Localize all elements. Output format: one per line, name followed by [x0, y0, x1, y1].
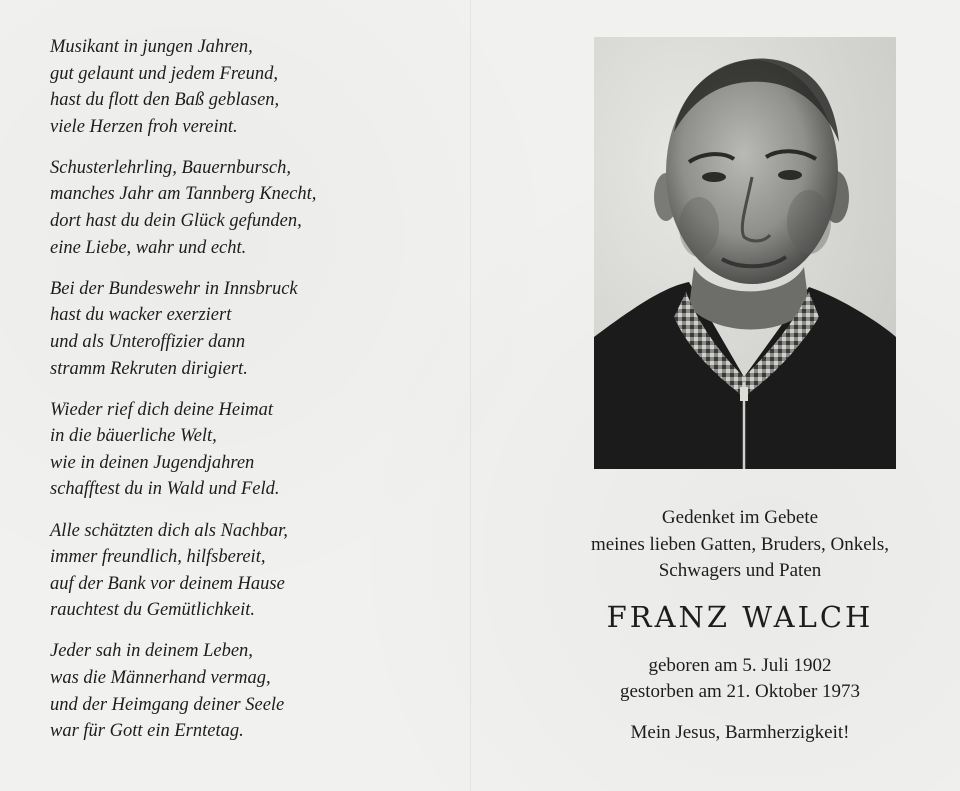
poem-line: Alle schätzten dich als Nachbar, [50, 520, 288, 541]
poem-line: Wieder rief dich deine Heimat [50, 399, 273, 420]
intro-line: Gedenket im Gebete [661, 507, 819, 528]
poem-line: viele Herzen froh vereint. [50, 116, 238, 137]
poem-line: und als Unteroffizier dann [50, 331, 246, 352]
poem-line: Schusterlehrling, Bauernbursch, [50, 157, 291, 178]
portrait-illustration [594, 37, 896, 469]
poem-line: schafftest du in Wald und Feld. [50, 479, 280, 500]
card-fold [470, 0, 471, 791]
birth-date: geboren am 5. Juli 1902 [648, 655, 832, 676]
poem-line: Bei der Bundeswehr in Innsbruck [50, 278, 298, 299]
poem-line: Musikant in jungen Jahren, [50, 37, 253, 57]
poem-line: dort hast du dein Glück gefunden, [50, 211, 302, 232]
poem-line: gut gelaunt und jedem Freund, [50, 63, 278, 84]
poem-stanza [50, 276, 450, 382]
poem-stanza [50, 34, 450, 140]
poem-line: und der Heimgang deiner Seele [50, 694, 285, 715]
poem-line: wie in deinen Jugendjahren [50, 452, 255, 473]
poem-line: hast du flott den Baß geblasen, [50, 90, 280, 111]
poem-line: manches Jahr am Tannberg Knecht, [50, 184, 317, 205]
poem-stanza [50, 638, 450, 744]
poem-line: eine Liebe, wahr und echt. [50, 237, 247, 258]
poem-line: stramm Rekruten dirigiert. [50, 358, 248, 379]
closing-prayer: Mein Jesus, Barmherzigkeit! [630, 722, 850, 743]
portrait-photo [594, 37, 896, 469]
poem-line: auf der Bank vor deinem Hause [50, 573, 285, 594]
poem-stanza [50, 397, 450, 503]
poem-stanza [50, 155, 450, 261]
poem-line: was die Männerhand vermag, [50, 667, 271, 688]
life-dates [520, 653, 960, 704]
poem-line: Jeder sah in deinem Leben, [50, 641, 253, 662]
poem-line: immer freundlich, hilfsbereit, [50, 547, 266, 568]
poem-line: hast du wacker exerziert [50, 305, 232, 326]
deceased-name: FRANZ WALCH [606, 600, 874, 634]
poem-line: rauchtest du Gemütlichkeit. [50, 600, 255, 621]
memorial-intro [520, 505, 960, 585]
poem-line: in die bäuerliche Welt, [50, 426, 217, 447]
intro-line: meines lieben Gatten, Bruders, Onkels, [590, 533, 890, 555]
poem-stanza [50, 518, 450, 624]
memorial-poem [50, 34, 450, 759]
death-date: gestorben am 21. Oktober 1973 [619, 680, 861, 702]
intro-line: Schwagers und Paten [658, 560, 822, 581]
poem-line: war für Gott ein Erntetag. [50, 721, 244, 742]
